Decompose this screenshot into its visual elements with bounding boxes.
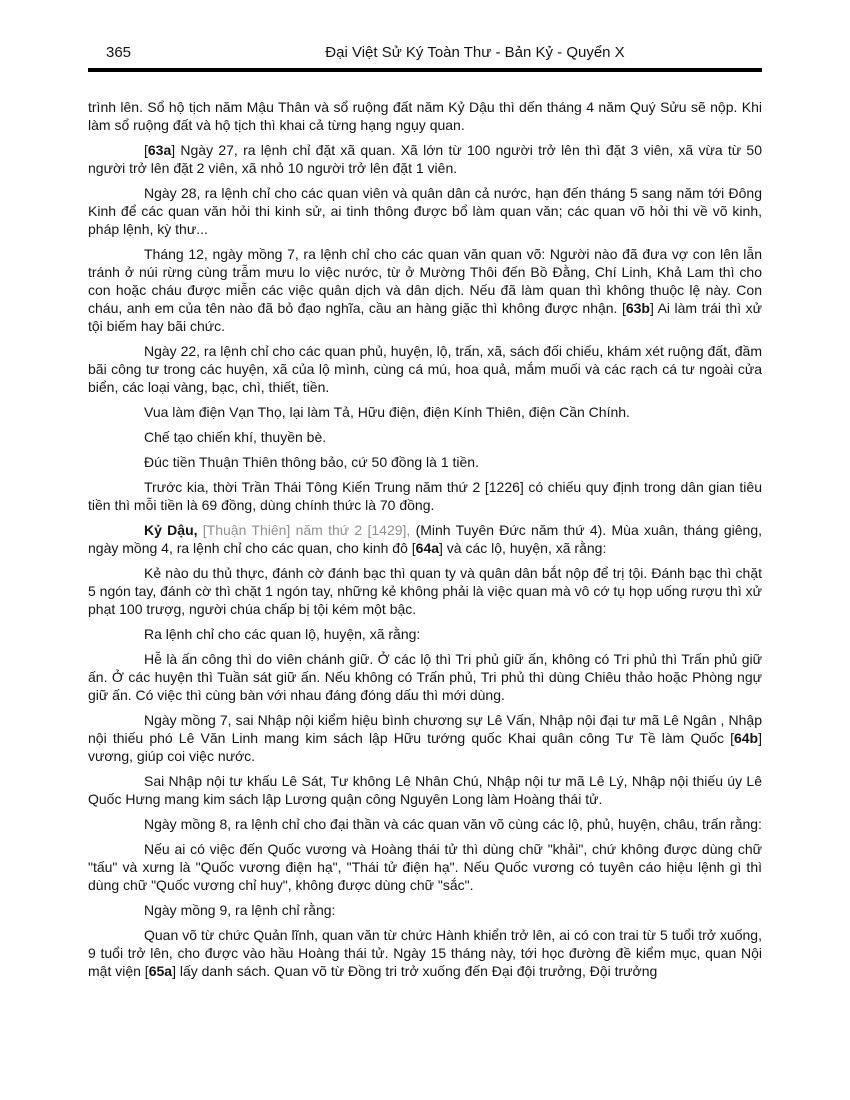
- body-text: Tháng 12, ngày mồng 7, ra lệnh chỉ cho các quan văn quan võ: Người nào đã đưa vợ con lên lẫn tránh ở núi rừng cùng trẫm mưu lo việc nước, từ ở Mường Thôi đến Bồ Đằng, Chí Linh, Khả Lam thì cho con hoặc cháu được miễn các việc quân dịch và dân dịch. Nếu đã làm quan thì không thuộc lệ này. Con cháu, anh em của tên nào đã bỏ đạo nghĩa, cầu an hàng giặc thì không được nhận. [: [88, 246, 762, 316]
- body-text: [: [144, 142, 148, 158]
- paragraph: [88, 141, 762, 177]
- bold-text: 65a: [148, 963, 173, 979]
- body-text: (Minh Tuyên Đức năm thứ 4). Mùa xuân, tháng giêng, ngày mồng 4, ra lệnh chỉ cho các quan, cho kinh đô [: [88, 522, 762, 556]
- body-text: Ngày 28, ra lệnh chỉ cho các quan viên và quân dân cả nước, hạn đến tháng 5 sang năm tới Đông Kinh để các quan văn hỏi thi kinh sử, ai tinh thông được bổ làm quan văn; các quan võ hỏi thi về võ kinh, pháp lệnh, kỳ thư...: [88, 185, 762, 237]
- bold-text: 64b: [733, 730, 759, 746]
- body-text: Đúc tiền Thuận Thiên thông bảo, cứ 50 đồng là 1 tiền.: [144, 454, 479, 470]
- page-header: [88, 44, 762, 62]
- body-text: Ngày 22, ra lệnh chỉ cho các quan phủ, huyện, lộ, trấn, xã, sách đối chiếu, khám xét ruộng đất, đầm bãi công tư trong các huyện, xã của lộ mình, cùng cá mú, hoa quả, mắm muối và các rạch cá tư ngoài cửa biển, các loại vàng, bạc, chì, thiết, tiền.: [88, 343, 762, 395]
- body-text: Quan võ từ chức Quản lĩnh, quan văn từ chức Hành khiển trở lên, ai có con trai từ 5 tuổi trở xuống, 9 tuổi trở lên, cho được vào hầu Hoàng thái tử. Ngày 15 tháng này, tới học đường đề kiểm mục, quan Nội mật viện [: [88, 927, 762, 979]
- header-rule: [88, 68, 762, 72]
- body-text: Ra lệnh chỉ cho các quan lộ, huyện, xã rằng:: [144, 626, 421, 642]
- bold-text: Kỷ Dậu,: [144, 522, 198, 538]
- page-title: Đại Việt Sử Ký Toàn Thư - Bản Kỷ - Quyển X: [325, 44, 625, 61]
- paragraph: [88, 901, 762, 919]
- bold-text: 63a: [147, 142, 172, 158]
- paragraph: [88, 184, 762, 238]
- body-text: Vua làm điện Vạn Thọ, lại làm Tả, Hữu điện, điện Kính Thiên, điện Cần Chính.: [144, 404, 630, 420]
- paragraph: [88, 772, 762, 808]
- body-text: Ngày mồng 7, sai Nhập nội kiểm hiệu bình chương sự Lê Vấn, Nhập nội đại tư mã Lê Ngân , Nhập nội thiếu phó Lê Văn Linh mang kim sách lập Hữu tướng quốc Khai quân công Tư Tề làm Quốc [: [88, 712, 762, 746]
- bold-text: 64a: [415, 540, 440, 556]
- muted-text: [Thuận Thiên] năm thứ 2 [1429],: [197, 522, 411, 538]
- paragraph: [88, 342, 762, 396]
- paragraph: [88, 453, 762, 471]
- paragraph: [88, 98, 762, 134]
- paragraph: [88, 478, 762, 514]
- paragraph: [88, 926, 762, 980]
- paragraph: [88, 650, 762, 704]
- body-text: ] Ai làm trái thì xử tội biếm hay bãi chức.: [88, 300, 762, 334]
- body-text: Ngày mồng 8, ra lệnh chỉ cho đại thần và các quan văn võ cùng các lộ, phủ, huyện, châu, trấn rằng:: [144, 816, 762, 832]
- page-number: 365: [106, 44, 132, 61]
- paragraph: [88, 521, 762, 557]
- bold-text: 63b: [625, 300, 650, 316]
- paragraph: [88, 245, 762, 335]
- body-text: Trước kia, thời Trần Thái Tông Kiến Trung năm thứ 2 [1226] có chiếu quy định trong dân gian tiêu tiền thì mỗi tiền là 69 đồng, dùng chính thức là 70 đồng.: [88, 479, 762, 513]
- body-text: ] vương, giúp coi việc nước.: [88, 730, 762, 764]
- paragraph: [88, 625, 762, 643]
- document-body: [88, 98, 762, 980]
- body-text: Hễ là ấn công thì do viên chánh giữ. Ở các lộ thì Tri phủ giữ ấn, không có Tri phủ thì Trấn phủ giữ ấn. Ở các huyện thì Tuần sát giữ ấn. Nếu không có Trấn phủ, Tri phủ thì dùng Chiêu thảo hoặc Phòng ngự giữ ấn. Có việc thì cùng bàn với nhau đáng đóng dấu thì mới dùng.: [88, 651, 762, 703]
- body-text: Kẻ nào du thủ thực, đánh cờ đánh bạc thì quan ty và quân dân bắt nộp để trị tội. Đánh bạc thì chặt 5 ngón tay, đánh cờ thì chặt 1 ngón tay, những kẻ không phải là việc quan mà vô cớ tụ họp uống rượu thì xử phạt 100 trượg, người chúa chấp bị tội kém một bậc.: [88, 565, 762, 617]
- body-text: Sai Nhập nội tư khấu Lê Sát, Tư không Lê Nhân Chú, Nhập nội tư mã Lê Lý, Nhập nội thiếu úy Lê Quốc Hưng mang kim sách lập Lương quận công Nguyên Long làm Hoàng thái tử.: [88, 773, 762, 807]
- body-text: trình lên. Sổ hộ tịch năm Mậu Thân và sổ ruộng đất năm Kỷ Dậu thì dến tháng 4 năm Quý Sửu sẽ nộp. Khi làm sổ ruộng đất và hộ tịch thì khai cả từng hạng ngụy quan.: [88, 99, 762, 133]
- paragraph: [88, 711, 762, 765]
- body-text: Ngày mồng 9, ra lệnh chỉ rằng:: [144, 902, 336, 918]
- body-text: ] Ngày 27, ra lệnh chỉ đặt xã quan. Xã lớn từ 100 người trở lên thì đặt 3 viên, xã vừa từ 50 người trở lên đặt 2 viên, xã nhỏ 10 người trở lên đặt 1 viên.: [88, 142, 762, 176]
- paragraph: [88, 428, 762, 446]
- paragraph: [88, 840, 762, 894]
- paragraph: [88, 564, 762, 618]
- body-text: Chế tạo chiến khí, thuyền bè.: [144, 429, 327, 445]
- body-text: ] lấy danh sách. Quan võ từ Đồng tri trở xuống đến Đại đội trưởng, Đội trưởng: [172, 963, 658, 979]
- body-text: ] và các lộ, huyện, xã rằng:: [439, 540, 607, 556]
- body-text: Nếu ai có việc đến Quốc vương và Hoàng thái tử thì dùng chữ "khải", chứ không được dùng chữ "tấu" và xưng là "Quốc vương điện hạ", "Thái tử điện hạ". Nếu Quốc vương có tuyên cáo hiệu lệnh gì thì dùng chữ "Quốc vương chỉ huy", không được dùng chữ "sắc".: [88, 841, 762, 893]
- paragraph: [88, 815, 762, 833]
- paragraph: [88, 403, 762, 421]
